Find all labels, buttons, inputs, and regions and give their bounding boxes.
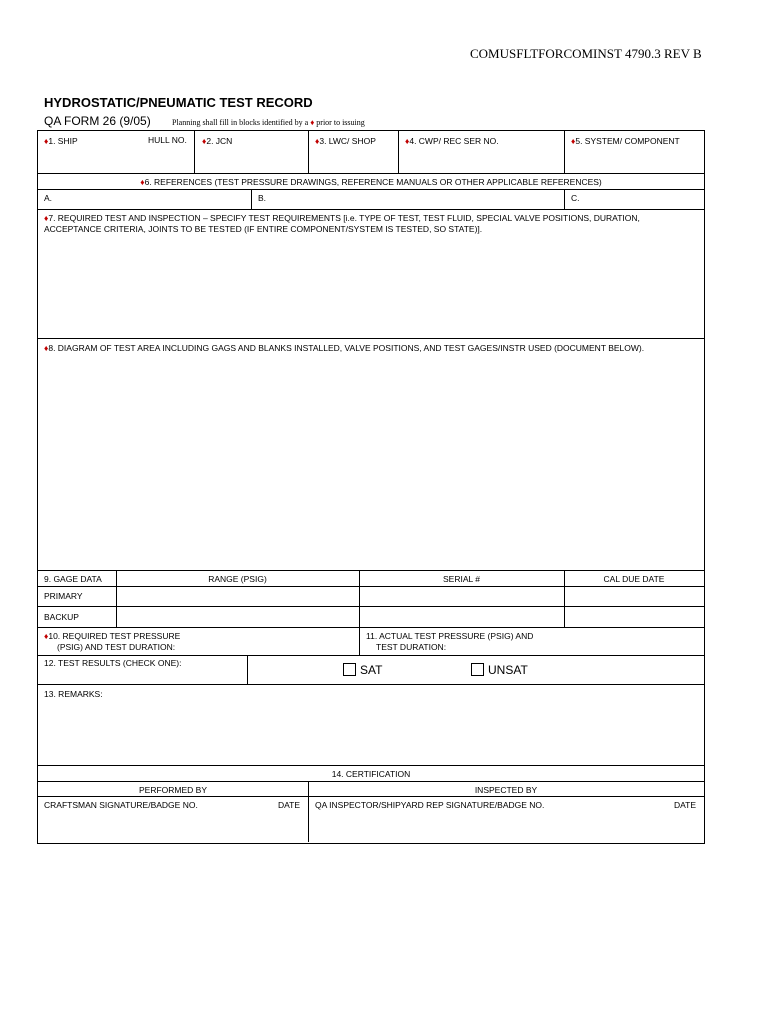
- system-component-input[interactable]: [570, 150, 698, 168]
- references-title: ♦6. REFERENCES (TEST PRESSURE DRAWINGS, REFERENCE MANUALS OR OTHER APPLICABLE REFERENCES): [140, 177, 602, 187]
- inspected-by-header: INSPECTED BY: [474, 785, 538, 795]
- cwp-rec-ser-label: ♦4. CWP/ REC SER NO.: [405, 136, 499, 146]
- planning-note-suffix: prior to issuing: [316, 118, 365, 127]
- unsat-option[interactable]: [471, 663, 528, 677]
- jcn-label: ♦2. JCN: [202, 136, 233, 146]
- gage-data-header: 9. GAGE DATA: [44, 574, 102, 584]
- reference-a-label: A.: [44, 193, 53, 203]
- unsat-checkbox[interactable]: [471, 663, 484, 676]
- cal-due-header: CAL DUE DATE: [603, 574, 665, 584]
- form-title: HYDROSTATIC/PNEUMATIC TEST RECORD: [44, 95, 313, 110]
- diamond-marker-icon: ♦: [44, 136, 49, 146]
- diamond-marker-icon: ♦: [315, 136, 320, 146]
- backup-cal-due-input[interactable]: [569, 609, 699, 625]
- performed-by-header: PERFORMED BY: [138, 785, 207, 795]
- ship-label: ♦1. SHIP: [44, 136, 78, 146]
- jcn-input[interactable]: [201, 150, 303, 168]
- sat-checkbox[interactable]: [343, 663, 356, 676]
- remarks-label: 13. REMARKS:: [44, 689, 103, 699]
- reference-b-input[interactable]: [270, 191, 560, 207]
- required-test-label-line1: ♦7. REQUIRED TEST AND INSPECTION – SPECIFY TEST REQUIREMENTS [i.e. TYPE OF TEST, TEST FLUID, SPECIAL VALVE POSITIONS, DURATION,: [44, 213, 640, 223]
- sat-label: SAT: [360, 663, 383, 677]
- reference-a-input[interactable]: [56, 191, 246, 207]
- primary-range-input[interactable]: [121, 589, 354, 604]
- qa-inspector-signature-input[interactable]: [314, 814, 698, 838]
- cwp-rec-ser-input[interactable]: [404, 150, 559, 168]
- backup-serial-input[interactable]: [364, 609, 559, 625]
- reference-b-label: B.: [258, 193, 267, 203]
- sat-option[interactable]: [343, 663, 382, 677]
- system-component-label: ♦5. SYSTEM/ COMPONENT: [571, 136, 680, 146]
- primary-label: PRIMARY: [44, 591, 83, 601]
- unsat-label: UNSAT: [488, 663, 528, 677]
- required-test-label-line2: ACCEPTANCE CRITERIA, JOINTS TO BE TESTED (IF ENTIRE COMPONENT/SYSTEM IS TESTED, SO STATE)].: [44, 224, 483, 234]
- form-id: QA FORM 26 (9/05): [44, 114, 151, 128]
- diamond-marker-icon: ♦: [202, 136, 207, 146]
- diamond-marker-icon: ♦: [44, 343, 49, 353]
- instruction-reference: COMUSFLTFORCOMINST 4790.3 REV B: [470, 46, 702, 61]
- diagram-area[interactable]: [44, 360, 698, 564]
- required-pressure-label: ♦10. REQUIRED TEST PRESSURE: [44, 631, 181, 641]
- reference-c-input[interactable]: [583, 191, 698, 207]
- required-pressure-label-line2: (PSIG) AND TEST DURATION:: [57, 642, 176, 652]
- planning-note-prefix: Planning shall fill in blocks identified by a: [172, 118, 309, 127]
- diamond-marker-icon: ♦: [44, 631, 49, 641]
- actual-pressure-input[interactable]: [460, 640, 698, 653]
- required-test-textarea[interactable]: [44, 240, 698, 332]
- diamond-marker-icon: ♦: [571, 136, 576, 146]
- craftsman-date-label: DATE: [278, 800, 301, 810]
- reference-c-label: C.: [571, 193, 580, 203]
- primary-serial-input[interactable]: [364, 589, 559, 604]
- diamond-marker-icon: ♦: [310, 118, 315, 127]
- backup-range-input[interactable]: [121, 609, 354, 625]
- backup-label: BACKUP: [44, 612, 79, 622]
- ship-input[interactable]: [44, 150, 189, 168]
- range-header: RANGE (PSIG): [208, 574, 267, 584]
- primary-cal-due-input[interactable]: [569, 589, 699, 604]
- craftsman-signature-label: CRAFTSMAN SIGNATURE/BADGE NO.: [44, 800, 198, 810]
- lwc-shop-label: ♦3. LWC/ SHOP: [315, 136, 376, 146]
- certification-title: 14. CERTIFICATION: [331, 769, 411, 779]
- qa-inspector-signature-label: QA INSPECTOR/SHIPYARD REP SIGNATURE/BADGE NO.: [315, 800, 545, 810]
- planning-note: [172, 118, 365, 127]
- diamond-marker-icon: ♦: [405, 136, 410, 146]
- actual-pressure-label: 11. ACTUAL TEST PRESSURE (PSIG) AND: [366, 631, 534, 641]
- diamond-marker-icon: ♦: [44, 213, 49, 223]
- lwc-shop-input[interactable]: [314, 150, 394, 168]
- diagram-label: ♦8. DIAGRAM OF TEST AREA INCLUDING GAGS AND BLANKS INSTALLED, VALVE POSITIONS, AND TEST GAGES/INSTR USED (DOCUMENT BELOW).: [44, 343, 645, 353]
- hull-no-label: HULL NO.: [148, 135, 187, 145]
- required-pressure-input[interactable]: [170, 640, 354, 653]
- inspector-date-label: DATE: [674, 800, 697, 810]
- remarks-textarea[interactable]: [44, 702, 698, 760]
- actual-pressure-label-line2: TEST DURATION:: [376, 642, 447, 652]
- craftsman-signature-input[interactable]: [44, 814, 302, 838]
- test-results-label: 12. TEST RESULTS (CHECK ONE):: [44, 658, 182, 668]
- serial-header: SERIAL #: [442, 574, 480, 584]
- diamond-marker-icon: ♦: [140, 177, 145, 187]
